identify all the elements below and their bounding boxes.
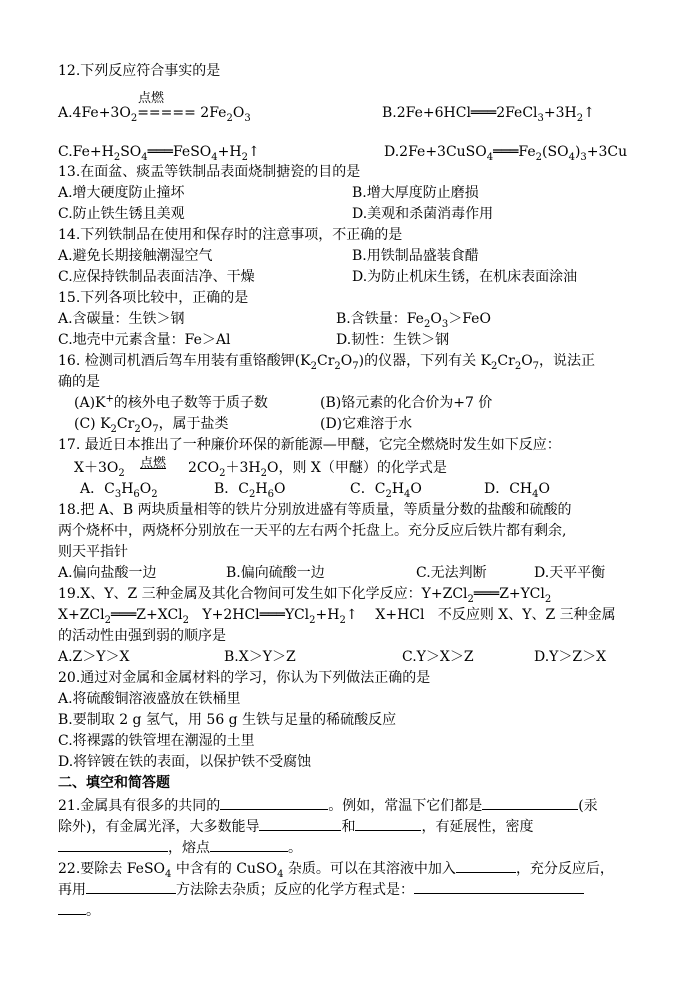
- q13-option-c: C.防止铁生锈且美观: [58, 206, 185, 222]
- q13-option-d: D.美观和杀菌消毒作用: [352, 206, 494, 222]
- q20-option-d: D.将锌镀在铁的表面，以保护铁不受腐蚀: [58, 754, 312, 770]
- q19-option-b: B.X＞Y＞Z: [224, 649, 296, 665]
- q14-option-d: D.为防止机床生锈，在机床表面涂油: [352, 269, 578, 285]
- q22-blank-4[interactable]: [58, 900, 86, 915]
- q19-option-d: D.Y＞Z＞X: [534, 649, 607, 665]
- q17-option-d: D．$CH_4O$: [484, 481, 551, 500]
- q14-stem: 14.下列铁制品在使用和保存时的注意事项，不正确的是: [58, 227, 403, 243]
- q21-blank-5[interactable]: [58, 837, 168, 852]
- q18-line2: 两个烧杯中，两烧杯分别放在一天平的左右两个托盘上。充分反应后铁片都有剩余,: [58, 523, 567, 539]
- q18-option-a: A.偏向盐酸一边: [58, 565, 157, 581]
- q21-text-8: 。: [288, 840, 302, 856]
- q22-blank-1[interactable]: [456, 858, 516, 873]
- q19-option-a: A.Z＞Y＞X: [58, 649, 130, 665]
- q15-option-a: A.含碳量：生铁＞钢: [58, 311, 185, 327]
- q17-stem: 17. 最近日本推出了一种廉价环保的新能源—甲醚，它完全燃烧时发生如下反应：: [58, 437, 561, 453]
- q17-option-a: A．$C_3H_6O_2$: [80, 481, 158, 500]
- q18-option-c: C.无法判断: [416, 565, 487, 581]
- q18-option-d: D.天平平衡: [534, 565, 606, 581]
- q21-text-7: ，熔点: [168, 840, 210, 856]
- q21-blank-4[interactable]: [355, 816, 421, 831]
- q17-option-c: C．$C_2H_4O$: [350, 481, 422, 500]
- section-title: 二、填空和简答题: [58, 775, 170, 791]
- q17-option-b: B．$C_2H_6O$: [214, 481, 286, 500]
- q15-option-c: C.地壳中元素含量：Fe＞Al: [58, 332, 231, 348]
- q14-option-b: B.用铁制品盛装食醋: [352, 248, 479, 264]
- q22-text-5: 。: [86, 903, 100, 919]
- q12-option-b: $B.2Fe+6HCl═══2FeCl_3+3H_2↑$: [382, 105, 595, 124]
- q21-text-6: ，有延展性，密度: [421, 819, 534, 835]
- q13-stem: 13.在面盆、痰盂等铁制品表面烧制搪瓷的目的是: [58, 164, 361, 180]
- q16-option-a: (A)K+的核外电子数等于质子数: [74, 393, 268, 411]
- q19-line3: 的活动性由强到弱的顺序是: [58, 628, 226, 644]
- q22-text-4: 方法除去杂质；反应的化学方程式是：: [176, 882, 414, 898]
- q17-equation-right: $2CO_2+3H_2O$，则 X（甲醚）的化学式是: [188, 460, 447, 479]
- q16-option-b: (B)铬元素的化合价为+7 价: [320, 395, 493, 411]
- q20-option-a: A.将硫酸铜溶液盛放在铁桶里: [58, 691, 241, 707]
- q20-option-c: C.将裸露的铁管埋在潮湿的土里: [58, 733, 255, 749]
- q21-text-3: (汞: [578, 798, 598, 814]
- q17-condition: 点燃: [140, 456, 167, 471]
- q21-text-1: 21.金属具有很多的共同的: [58, 798, 221, 814]
- q21-line1: [58, 795, 598, 815]
- q15-stem: 15.下列各项比较中，正确的是: [58, 290, 249, 306]
- q21-blank-3[interactable]: [259, 816, 341, 831]
- q12-option-d: $D.2Fe+3CuSO_4═══Fe_2(SO_4)_3+3Cu$: [384, 144, 628, 163]
- q15-option-d: D.韧性：生铁＞钢: [336, 332, 450, 348]
- q21-blank-6[interactable]: [210, 837, 288, 852]
- q16-stem-line1: 16. 检测司机酒后驾车用装有重铬酸钾$(K_2Cr_2O_7)$的仪器，下列有关 $K_2Cr_2O_7$，说法正: [58, 353, 596, 372]
- q16-option-d: (D)它难溶于水: [320, 416, 413, 432]
- q12-condition: 点燃: [138, 91, 165, 106]
- q20-stem: 20.通过对金属和金属材料的学习，你认为下列做法正确的是: [58, 670, 431, 686]
- q20-option-b: B.要制取 2 g 氢气，用 56 g 生铁与足量的稀硫酸反应: [58, 712, 397, 728]
- q12-option-c: $C.Fe+H_2SO_4═══FeSO_4+H_2↑$: [58, 144, 260, 163]
- q21-text-4: 除外)，有金属光泽，大多数能导: [58, 819, 260, 835]
- q18-line3: 则天平指针: [58, 544, 128, 560]
- q22-line1: 22.要除去 FeSO$_4$ 中含有的 CuSO$_4$ 杂质。可以在其溶液中加入 ，充分反应后，: [58, 858, 614, 878]
- q12-option-a: $A.4Fe+3O_2===== 2Fe_2O_3$: [58, 105, 251, 124]
- q21-line3: [58, 837, 302, 857]
- q14-option-c: C.应保持铁制品表面洁净、干燥: [58, 269, 255, 285]
- q22-line2: [58, 879, 584, 899]
- q19-line1: 19.X、Y、Z 三种金属及其化合物间可发生如下化学反应：Y+ZCl$_2$═══Z+YCl$_2$: [58, 586, 552, 605]
- q15-option-b: B.含铁量：$Fe_2O_3>FeO$: [336, 311, 491, 330]
- q14-option-a: A.避免长期接触潮湿空气: [58, 248, 213, 264]
- q21-line2: [58, 816, 533, 836]
- q17-equation-left: $X+3O_2$: [74, 460, 125, 479]
- q21-text-5: 和: [341, 819, 356, 835]
- q18-line1: 18.把 A、B 两块质量相等的铁片分别放进盛有等质量，等质量分数的盐酸和硫酸的: [58, 502, 572, 518]
- q21-blank-1[interactable]: [220, 795, 328, 810]
- q22-text-3: 再用: [58, 882, 86, 898]
- q13-option-b: B.增大厚度防止磨损: [352, 185, 479, 201]
- q21-text-2: 。例如，常温下它们都是: [328, 798, 483, 814]
- q21-blank-2[interactable]: [482, 795, 578, 810]
- q19-line2: X+ZCl$_2$═══Z+XCl$_2$ $Y+2HCl═══YCl_2+H_2↑$ X+HCl 不反应则 X、Y、Z 三种金属: [58, 607, 616, 626]
- q22-blank-3[interactable]: [414, 879, 584, 894]
- q12-stem: 12.下列反应符合事实的是: [58, 63, 221, 79]
- q13-option-a: A.增大硬度防止撞坏: [58, 185, 185, 201]
- q16-stem-line2: 确的是: [58, 374, 100, 390]
- q22-line3: [58, 900, 100, 920]
- q19-option-c: C.Y＞X＞Z: [402, 649, 474, 665]
- q22-blank-2[interactable]: [86, 879, 176, 894]
- q22-text-2: ，充分反应后，: [515, 861, 614, 877]
- q16-option-c: (C) $K_2Cr_2O_7$，属于盐类: [74, 416, 229, 435]
- q18-option-b: B.偏向硫酸一边: [226, 565, 325, 581]
